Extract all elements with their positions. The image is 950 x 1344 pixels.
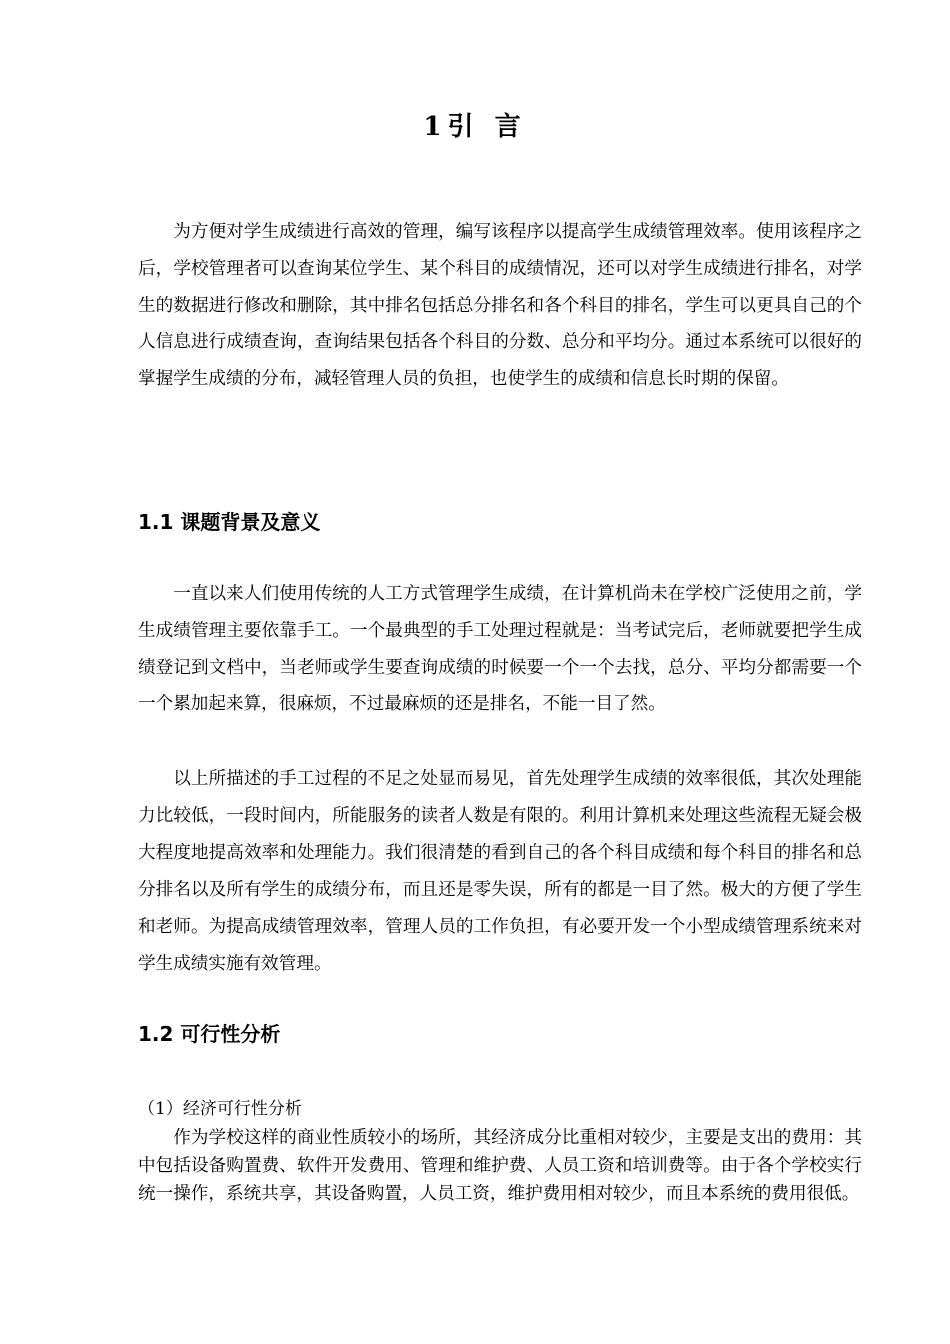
section-heading-1-2: 1.2 可行性分析 — [138, 1022, 281, 1046]
economic-paragraph: 作为学校这样的商业性质较小的场所，其经济成分比重相对较少，主要是支出的费用：其中包括设备购置费、软件开发费用、管理和维护费、人员工资和培训费等。由于各个学校实行统一操作，系统共享，其设备购置，人员工资，维护费用相对较少，而且本系统的费用很低。 — [138, 1128, 862, 1204]
intro-paragraph: 为方便对学生成绩进行高效的管理，编写该程序以提高学生成绩管理效率。使用该程序之后，学校管理者可以查询某位学生、某个科目的成绩情况，还可以对学生成绩进行排名，对学生的数据进行修改和删除，其中排名包括总分排名和各个科目的排名，学生可以更具自己的个人信息进行成绩查询，查询结果包括各个科目的分数、总分和平均分。通过本系统可以很好的掌握学生成绩的分布，减轻管理人员的负担，也使学生的成绩和信息长时期的保留。 — [138, 222, 862, 390]
background-paragraph-1: 一直以来人们使用传统的人工方式管理学生成绩，在计算机尚未在学校广泛使用之前，学生成绩管理主要依靠手工。一个最典型的手工处理过程就是：当考试完后，老师就要把学生成绩登记到文档中，当老师或学生要查询成绩的时候要一个一个去找，总分、平均分都需要一个一个累加起来算，很麻烦，不过最麻烦的还是排名，不能一目了然。 — [138, 584, 862, 715]
subsection-heading-economic: （1）经济可行性分析 — [138, 1099, 302, 1119]
page-title: 1引 言 — [423, 112, 527, 142]
section-heading-1-1: 1.1 课题背景及意义 — [138, 510, 321, 534]
background-paragraph-2: 以上所描述的手工过程的不足之处显而易见，首先处理学生成绩的效率很低，其次处理能力比较低，一段时间内，所能服务的读者人数是有限的。利用计算机来处理这些流程无疑会极大程度地提高效率和处理能力。我们很清楚的看到自己的各个科目成绩和每个科目的排名和总分排名以及所有学生的成绩分布，而且还是零失误，所有的都是一目了然。极大的方便了学生和老师。为提高成绩管理效率，管理人员的工作负担，有必要开发一个小型成绩管理系统来对学生成绩实施有效管理。 — [138, 769, 862, 974]
